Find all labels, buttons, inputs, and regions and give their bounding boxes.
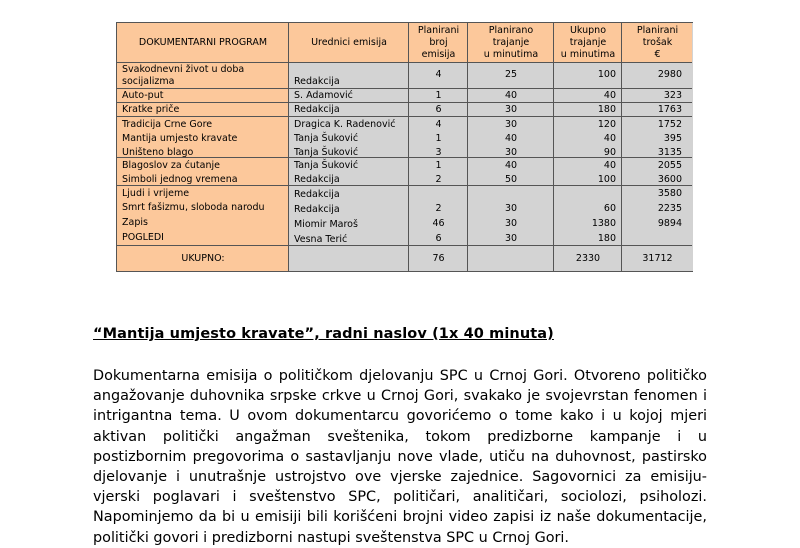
cell-program: Simboli jednog vremena (122, 174, 238, 185)
cell-total-duration: 120 (597, 119, 616, 130)
header-total-duration-line: trajanje (569, 37, 607, 48)
cell-editor: Tanja Šuković (294, 147, 359, 158)
cell-count: 4 (435, 69, 442, 80)
article-body: Dokumentarna emisija o političkom djelovanju SPC u Crnoj Gori. Otvoreno političko angažovanje duhovnika srpske crkve u Crnoj Gori, svakako je svojevrstan fenomen i intrigantna tema. U ovom dokumentarcu govorićemo o tome kako i u kojoj mjeri aktivan politički angažman sveštenika, tokom predizborne kampanje i u postizbornim pregovorima o sastavljanju nove vlade, utiču na duhovnost, pastirsko djelovanje i unutrašnje ustrojstvo ove vjerske zajednice. Sagovornici za emisiju- vjerski poglavari i sveštenstvo SPC, političari, analitičari, sociolozi, psiholozi. Napominjemo da bi u emisiji bili korišćeni brojni video zapisi iz naše dokumentacije, politički govori i predizborni nastupi sveštenstva SPC u Crnoj Gori. (93, 368, 707, 546)
cell-editor: Redakcija (294, 189, 340, 200)
totals-count: 76 (432, 253, 445, 264)
cell-cost: 2980 (657, 69, 682, 80)
header-total-duration-line: u minutima (560, 49, 616, 60)
cell-cost: 395 (663, 133, 682, 144)
totals-duration: 2330 (575, 253, 601, 264)
cell-duration: 40 (504, 90, 518, 101)
cell-editor: Vesna Terić (294, 234, 348, 245)
cell-editor: Tanja Šuković (294, 160, 359, 171)
cell-cost: 3600 (657, 174, 682, 185)
cell-total-duration: 60 (603, 203, 616, 214)
totals-label: UKUPNO: (181, 253, 225, 264)
cell-duration: 30 (504, 203, 518, 214)
cell-duration: 25 (504, 69, 518, 80)
cell-program: Kratke priče (122, 104, 180, 115)
cell-editor: Redakcija (294, 104, 340, 115)
cell-program: Mantija umjesto kravate (122, 133, 238, 144)
cell-program: Uništeno blago (122, 147, 194, 158)
cell-program: socijalizma (122, 76, 175, 87)
header-count-line: broj (429, 37, 448, 48)
cell-editor: Dragica K. Radenović (294, 119, 396, 130)
cell-total-duration: 1380 (591, 218, 616, 229)
header-cost-line: Planirani (636, 25, 679, 36)
cell-total-duration: 40 (603, 133, 616, 144)
header-duration-line: u minutima (483, 49, 539, 60)
cell-duration: 30 (504, 218, 518, 229)
header-total-duration (554, 25, 622, 61)
cell-total-duration: 100 (597, 174, 616, 185)
cell-count: 2 (435, 174, 442, 185)
header-total-duration-line: Ukupno (569, 25, 607, 36)
cell-program: Smrt fašizmu, sloboda narodu (122, 202, 265, 213)
cell-count: 3 (435, 147, 442, 158)
cell-duration: 30 (504, 119, 518, 130)
cell-program: POGLEDI (122, 232, 164, 243)
cell-editor: Redakcija (294, 76, 340, 87)
cell-editor: Redakcija (294, 174, 340, 185)
article-heading: “Mantija umjesto kravate”, radni naslov (1x 40 minuta) (93, 326, 554, 342)
row-divider (117, 116, 692, 117)
row-divider (117, 245, 692, 246)
cell-program: Tradicija Crne Gore (122, 119, 213, 130)
header-cost-line: trošak (642, 37, 673, 48)
cell-duration: 40 (504, 133, 518, 144)
header-editors: Urednici emisija (311, 37, 387, 48)
cell-cost: 2055 (657, 160, 682, 171)
header-count (409, 25, 468, 61)
header-duration (468, 25, 554, 61)
cell-count: 46 (432, 218, 445, 229)
cell-count: 2 (435, 203, 442, 214)
header-count-line: Planirani (417, 25, 460, 36)
cell-count: 1 (435, 160, 442, 171)
cell-cost: 323 (663, 90, 682, 101)
cell-duration: 40 (504, 160, 518, 171)
cell-duration: 50 (504, 174, 518, 185)
cell-total-duration: 180 (597, 233, 616, 244)
cell-program: Auto-put (122, 90, 164, 101)
cell-count: 6 (435, 233, 442, 244)
cell-total-duration: 90 (603, 147, 616, 158)
cell-program: Svakodnevni život u doba (122, 64, 245, 75)
cell-editor: S. Adamović (294, 90, 353, 101)
header-duration-line: trajanje (492, 37, 530, 48)
header-program: DOKUMENTARNI PROGRAM (138, 37, 268, 48)
cell-duration: 30 (504, 104, 518, 115)
cell-total-duration: 40 (603, 90, 616, 101)
cell-duration: 30 (504, 147, 518, 158)
cell-total-duration: 40 (603, 160, 616, 171)
cell-editor: Miomir Maroš (294, 219, 358, 230)
header-cost (622, 25, 693, 61)
cell-program: Ljudi i vrijeme (122, 188, 190, 199)
cell-cost: 9894 (657, 218, 682, 229)
cell-total-duration: 100 (597, 69, 616, 80)
cell-editor: Redakcija (294, 204, 340, 215)
cell-program: Zapis (122, 217, 148, 228)
header-cost-line: € (654, 49, 661, 60)
cell-cost: 3580 (657, 188, 682, 199)
cell-editor: Tanja Šuković (294, 133, 359, 144)
cell-cost: 1763 (657, 104, 682, 115)
header-duration-line: Planirano (488, 25, 534, 36)
cell-count: 6 (435, 104, 442, 115)
header-count-line: emisija (421, 49, 456, 60)
cell-total-duration: 180 (597, 104, 616, 115)
cell-program: Blagoslov za ćutanje (122, 160, 220, 171)
totals-cost: 31712 (642, 253, 673, 264)
cell-count: 4 (435, 119, 442, 130)
cell-cost: 3135 (657, 147, 682, 158)
cell-duration: 30 (504, 233, 518, 244)
cell-cost: 1752 (657, 119, 682, 130)
program-table (116, 22, 693, 272)
cell-count: 1 (435, 90, 442, 101)
cell-count: 1 (435, 133, 442, 144)
cell-cost: 2235 (657, 203, 682, 214)
